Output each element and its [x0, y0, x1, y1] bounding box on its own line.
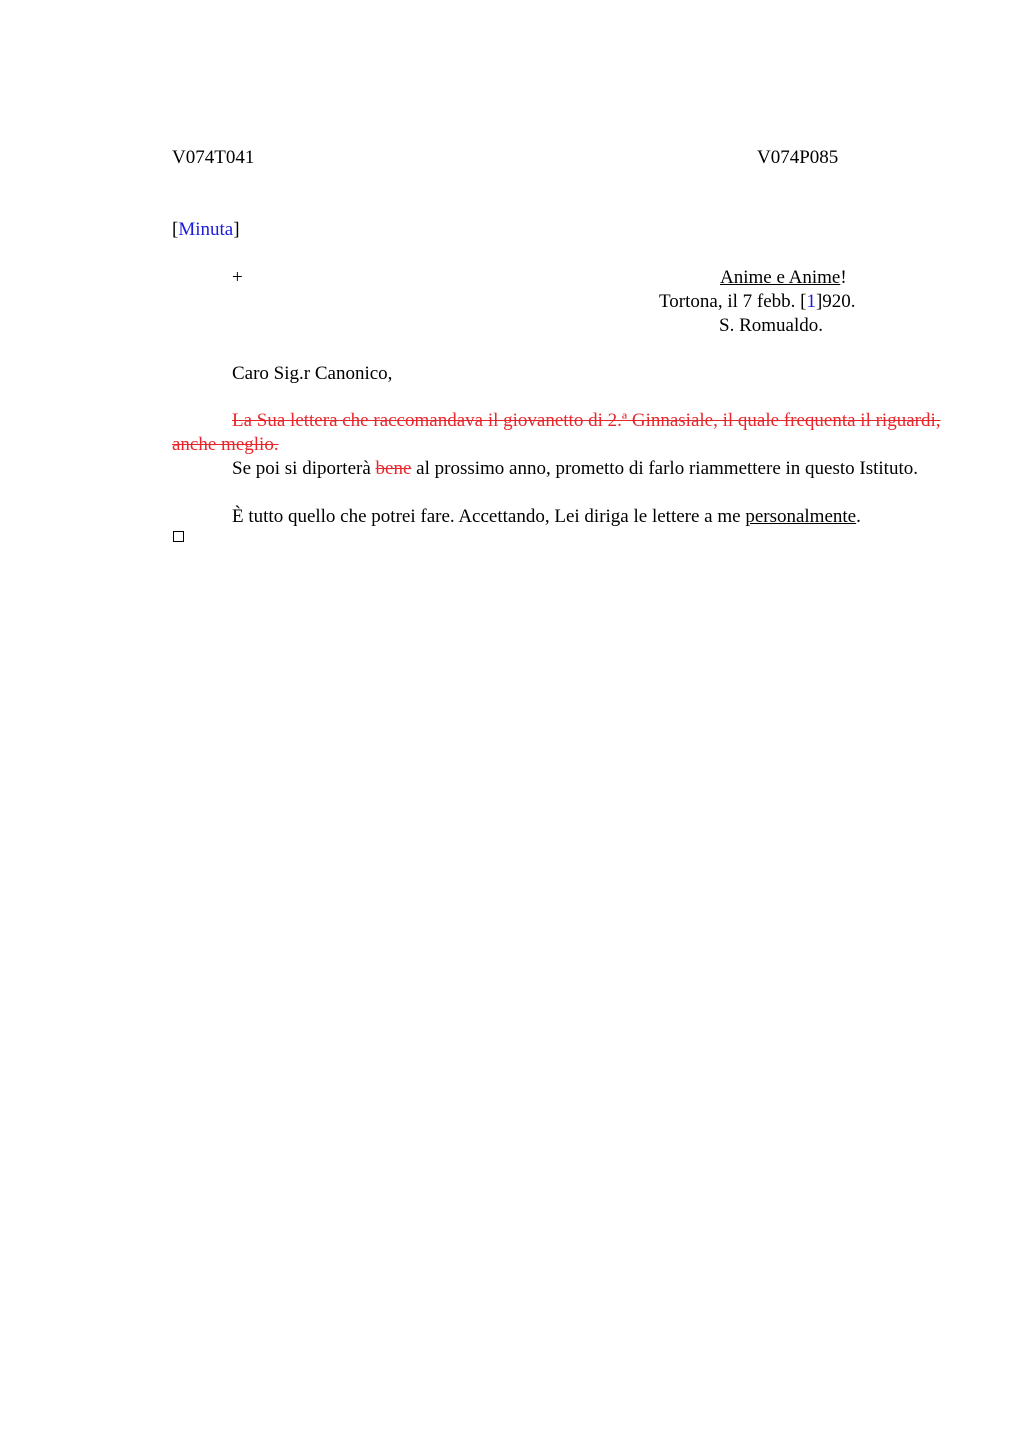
bracket-close: ]: [233, 219, 240, 240]
date-line: [659, 290, 856, 314]
cancelled-word: bene: [375, 458, 412, 479]
salutation: Caro Sig.r Canonico,: [232, 363, 393, 384]
underlined-word: personalmente: [745, 506, 857, 527]
paragraph-3: [172, 505, 942, 529]
paragraph-2-start: Se poi si diporterà: [232, 458, 376, 479]
left-code: V074T041: [172, 147, 255, 168]
paragraph-2-end: al prossimo anno, prometto di farlo riammettere in questo Istituto.: [411, 458, 918, 479]
cancelled-paragraph: La Sua lettera che raccomandava il giovanetto di 2.ª Ginnasiale, il quale frequenta il riguardi, anche meglio.: [172, 410, 941, 455]
paragraph-2: [172, 457, 942, 481]
minuta-label: [172, 218, 240, 242]
date-prefix: Tortona, il 7 febb.: [659, 291, 801, 312]
end-square-icon: [173, 531, 184, 542]
paragraph-3-start: È tutto quello che potrei fare. Accettando, Lei diriga le lettere a me: [232, 506, 746, 527]
paragraph-3-end: .: [856, 506, 861, 527]
cross-mark: +: [232, 267, 243, 288]
date-bracket-open: [: [800, 291, 807, 312]
right-code: V074P085: [757, 147, 839, 168]
motto: [720, 266, 847, 290]
date-suffix: 920.: [822, 291, 856, 312]
saint-name: S. Romualdo.: [719, 315, 823, 336]
bracket-open: [: [172, 219, 179, 240]
date-bracket-close: ]: [815, 291, 823, 312]
motto-underlined: Anime e Anime: [720, 267, 841, 288]
minuta-text: Minuta: [178, 219, 234, 240]
motto-punct: !: [840, 267, 847, 288]
date-digit: 1: [806, 291, 816, 312]
